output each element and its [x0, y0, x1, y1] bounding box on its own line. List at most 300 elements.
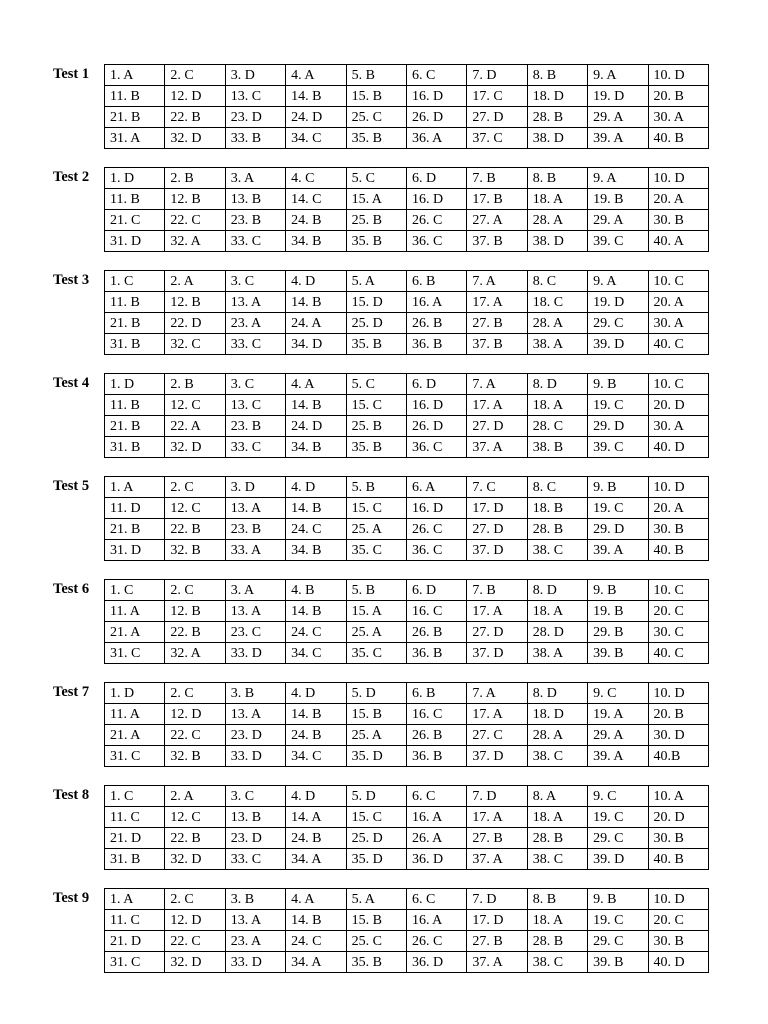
answer-cell: 15. B [346, 86, 406, 107]
answer-cell: 12. D [165, 86, 225, 107]
answer-cell: 39. A [588, 128, 648, 149]
answer-cell: 35. B [346, 437, 406, 458]
answer-cell: 17. D [467, 910, 527, 931]
table-row [105, 952, 709, 973]
answer-cell: 4. B [286, 580, 346, 601]
answer-cell: 29. C [588, 828, 648, 849]
answer-cell: 30. A [648, 313, 708, 334]
table-row [105, 725, 709, 746]
answer-cell: 19. C [588, 498, 648, 519]
answer-cell: 29. C [588, 313, 648, 334]
answer-cell: 14. B [286, 395, 346, 416]
answer-cell: 38. B [527, 437, 587, 458]
answer-cell: 15. A [346, 601, 406, 622]
test-block [0, 270, 768, 360]
table-row [105, 910, 709, 931]
answer-cell: 14. B [286, 498, 346, 519]
answer-cell: 14. B [286, 704, 346, 725]
answer-cell: 35. B [346, 128, 406, 149]
test-block [0, 579, 768, 669]
answer-table [104, 167, 709, 252]
answer-cell: 22. B [165, 622, 225, 643]
answer-cell: 36. B [406, 746, 466, 767]
answer-cell: 33. A [225, 540, 285, 561]
answer-cell: 24. B [286, 210, 346, 231]
answer-cell: 5. B [346, 580, 406, 601]
answer-cell: 36. A [406, 128, 466, 149]
answer-cell: 34. A [286, 849, 346, 870]
answer-table [104, 579, 709, 664]
answer-cell: 29. A [588, 107, 648, 128]
answer-cell: 10. D [648, 65, 708, 86]
answer-cell: 21. B [105, 107, 165, 128]
answer-cell: 5. A [346, 271, 406, 292]
answer-cell: 34. B [286, 437, 346, 458]
table-row [105, 849, 709, 870]
answer-cell: 7. D [467, 65, 527, 86]
answer-cell: 5. C [346, 374, 406, 395]
answer-cell: 26. A [406, 828, 466, 849]
answer-cell: 24. D [286, 416, 346, 437]
table-row [105, 889, 709, 910]
answer-cell: 2. C [165, 683, 225, 704]
answer-table [104, 476, 709, 561]
answer-cell: 12. B [165, 601, 225, 622]
answer-cell: 17. A [467, 601, 527, 622]
answer-cell: 34. C [286, 643, 346, 664]
answer-cell: 7. C [467, 477, 527, 498]
answer-cell: 10. C [648, 271, 708, 292]
answer-cell: 1. A [105, 65, 165, 86]
answer-cell: 15. C [346, 498, 406, 519]
answer-cell: 37. A [467, 952, 527, 973]
answer-cell: 3. A [225, 168, 285, 189]
answer-cell: 18. B [527, 498, 587, 519]
answer-cell: 3. C [225, 374, 285, 395]
answer-cell: 1. C [105, 580, 165, 601]
answer-cell: 17. A [467, 807, 527, 828]
answer-cell: 37. B [467, 231, 527, 252]
answer-cell: 8. B [527, 65, 587, 86]
answer-cell: 3. C [225, 271, 285, 292]
answer-cell: 22. C [165, 210, 225, 231]
answer-cell: 29. A [588, 210, 648, 231]
answer-cell: 10. D [648, 168, 708, 189]
answer-cell: 20. D [648, 807, 708, 828]
answer-cell: 26. C [406, 931, 466, 952]
answer-cell: 31. A [105, 128, 165, 149]
answer-cell: 4. D [286, 786, 346, 807]
answer-cell: 29. D [588, 416, 648, 437]
answer-cell: 40. D [648, 952, 708, 973]
answer-cell: 31. B [105, 849, 165, 870]
answer-cell: 11. D [105, 498, 165, 519]
answer-cell: 6. B [406, 683, 466, 704]
answer-cell: 25. C [346, 107, 406, 128]
test-block [0, 888, 768, 978]
answer-cell: 14. B [286, 601, 346, 622]
answer-cell: 8. C [527, 477, 587, 498]
answer-cell: 8. A [527, 786, 587, 807]
answer-cell: 1. C [105, 786, 165, 807]
answer-cell: 28. B [527, 931, 587, 952]
answer-cell: 27. D [467, 622, 527, 643]
answer-cell: 29. B [588, 622, 648, 643]
answer-cell: 8. B [527, 889, 587, 910]
answer-cell: 35. B [346, 334, 406, 355]
answer-cell: 16. D [406, 86, 466, 107]
answer-cell: 20. A [648, 498, 708, 519]
answer-cell: 25. A [346, 622, 406, 643]
answer-table [104, 64, 709, 149]
answer-cell: 7. A [467, 271, 527, 292]
answer-cell: 7. D [467, 889, 527, 910]
answer-cell: 25. B [346, 416, 406, 437]
answer-cell: 16. A [406, 807, 466, 828]
answer-cell: 29. A [588, 725, 648, 746]
answer-cell: 2. B [165, 168, 225, 189]
answer-cell: 4. A [286, 65, 346, 86]
table-row [105, 313, 709, 334]
table-row [105, 540, 709, 561]
answer-cell: 37. D [467, 540, 527, 561]
answer-cell: 16. A [406, 292, 466, 313]
answer-cell: 34. A [286, 952, 346, 973]
answer-cell: 21. C [105, 210, 165, 231]
table-row [105, 622, 709, 643]
answer-cell: 37. C [467, 128, 527, 149]
answer-cell: 13. A [225, 601, 285, 622]
answer-cell: 11. C [105, 807, 165, 828]
answer-cell: 13. C [225, 86, 285, 107]
answer-cell: 3. B [225, 889, 285, 910]
answer-cell: 39. A [588, 540, 648, 561]
answer-cell: 33. C [225, 437, 285, 458]
answer-cell: 39. B [588, 643, 648, 664]
answer-cell: 5. A [346, 889, 406, 910]
answer-cell: 18. A [527, 189, 587, 210]
answer-cell: 19. D [588, 292, 648, 313]
table-row [105, 746, 709, 767]
answer-cell: 6. B [406, 271, 466, 292]
answer-cell: 32. D [165, 437, 225, 458]
answer-cell: 23. D [225, 725, 285, 746]
answer-cell: 30. B [648, 210, 708, 231]
answer-cell: 5. D [346, 683, 406, 704]
answer-cell: 1. D [105, 374, 165, 395]
answer-cell: 8. D [527, 580, 587, 601]
answer-cell: 6. C [406, 65, 466, 86]
answer-cell: 35. D [346, 849, 406, 870]
answer-cell: 28. A [527, 313, 587, 334]
answer-cell: 3. B [225, 683, 285, 704]
answer-cell: 19. D [588, 86, 648, 107]
answer-cell: 32. D [165, 952, 225, 973]
answer-cell: 2. C [165, 580, 225, 601]
test-label: Test 4 [53, 375, 90, 391]
table-row [105, 931, 709, 952]
answer-cell: 31. B [105, 437, 165, 458]
answer-cell: 15. A [346, 189, 406, 210]
answer-cell: 2. C [165, 889, 225, 910]
table-row [105, 86, 709, 107]
answer-cell: 37. D [467, 643, 527, 664]
answer-cell: 23. A [225, 931, 285, 952]
answer-cell: 20. A [648, 189, 708, 210]
answer-cell: 9. B [588, 374, 648, 395]
answer-cell: 18. A [527, 601, 587, 622]
answer-cell: 17. A [467, 704, 527, 725]
answer-cell: 38. D [527, 231, 587, 252]
answer-cell: 15. B [346, 704, 406, 725]
test-label: Test 1 [53, 66, 90, 82]
table-row [105, 437, 709, 458]
answer-cell: 18. A [527, 910, 587, 931]
answer-cell: 31. C [105, 643, 165, 664]
answer-cell: 37. B [467, 334, 527, 355]
answer-cell: 4. D [286, 683, 346, 704]
answer-cell: 3. D [225, 477, 285, 498]
answer-cell: 16. D [406, 189, 466, 210]
table-row [105, 210, 709, 231]
answer-cell: 34. B [286, 540, 346, 561]
answer-cell: 12. C [165, 395, 225, 416]
answer-cell: 26. D [406, 107, 466, 128]
answer-cell: 13. C [225, 395, 285, 416]
answer-cell: 36. C [406, 231, 466, 252]
answer-cell: 32. D [165, 849, 225, 870]
answer-cell: 9. C [588, 786, 648, 807]
answer-cell: 24. B [286, 725, 346, 746]
answer-cell: 38. A [527, 643, 587, 664]
answer-cell: 24. C [286, 519, 346, 540]
answer-cell: 36. C [406, 437, 466, 458]
answer-cell: 36. B [406, 643, 466, 664]
answer-cell: 5. D [346, 786, 406, 807]
table-row [105, 704, 709, 725]
answer-cell: 30. D [648, 725, 708, 746]
answer-cell: 29. C [588, 931, 648, 952]
answer-cell: 20. C [648, 910, 708, 931]
answer-cell: 20. B [648, 86, 708, 107]
answer-cell: 17. D [467, 498, 527, 519]
answer-cell: 27. B [467, 828, 527, 849]
answer-cell: 16. C [406, 704, 466, 725]
answer-cell: 30. A [648, 416, 708, 437]
answer-cell: 22. B [165, 107, 225, 128]
table-row [105, 168, 709, 189]
answer-cell: 30. B [648, 519, 708, 540]
answer-cell: 39. B [588, 952, 648, 973]
test-label: Test 9 [53, 890, 90, 906]
answer-cell: 20. C [648, 601, 708, 622]
answer-cell: 5. B [346, 477, 406, 498]
answer-cell: 21. B [105, 519, 165, 540]
answer-cell: 35. B [346, 952, 406, 973]
answer-cell: 8. C [527, 271, 587, 292]
answer-cell: 6. A [406, 477, 466, 498]
answer-table [104, 682, 709, 767]
table-row [105, 601, 709, 622]
table-row [105, 128, 709, 149]
answer-cell: 35. B [346, 231, 406, 252]
table-row [105, 519, 709, 540]
answer-cell: 40. B [648, 128, 708, 149]
answer-cell: 24. D [286, 107, 346, 128]
answer-cell: 20. B [648, 704, 708, 725]
table-row [105, 786, 709, 807]
answer-cell: 14. A [286, 807, 346, 828]
answer-cell: 6. D [406, 168, 466, 189]
table-row [105, 271, 709, 292]
answer-cell: 2. A [165, 786, 225, 807]
answer-cell: 28. A [527, 210, 587, 231]
answer-cell: 14. B [286, 292, 346, 313]
answer-cell: 9. A [588, 271, 648, 292]
answer-cell: 38. C [527, 540, 587, 561]
answer-table [104, 888, 709, 973]
answer-cell: 22. B [165, 519, 225, 540]
answer-cell: 2. C [165, 65, 225, 86]
answer-cell: 34. C [286, 746, 346, 767]
answer-cell: 9. B [588, 477, 648, 498]
answer-cell: 28. B [527, 107, 587, 128]
test-label: Test 2 [53, 169, 90, 185]
table-row [105, 395, 709, 416]
answer-cell: 25. B [346, 210, 406, 231]
answer-cell: 7. B [467, 168, 527, 189]
answer-cell: 33. C [225, 849, 285, 870]
answer-cell: 17. A [467, 292, 527, 313]
test-block [0, 167, 768, 257]
answer-cell: 4. D [286, 477, 346, 498]
answer-cell: 28. C [527, 416, 587, 437]
table-row [105, 498, 709, 519]
answer-cell: 21. B [105, 416, 165, 437]
answer-cell: 34. D [286, 334, 346, 355]
answer-cell: 7. A [467, 374, 527, 395]
answer-cell: 18. D [527, 704, 587, 725]
answer-cell: 36. D [406, 952, 466, 973]
answer-cell: 22. C [165, 931, 225, 952]
answer-cell: 13. A [225, 498, 285, 519]
answer-cell: 12. D [165, 704, 225, 725]
test-block [0, 64, 768, 154]
answer-cell: 23. B [225, 416, 285, 437]
answer-cell: 1. A [105, 477, 165, 498]
test-label: Test 5 [53, 478, 90, 494]
answer-cell: 13. A [225, 292, 285, 313]
answer-cell: 40. C [648, 643, 708, 664]
answer-cell: 10. C [648, 374, 708, 395]
answer-cell: 13. A [225, 704, 285, 725]
answer-cell: 21. D [105, 828, 165, 849]
answer-cell: 27. B [467, 313, 527, 334]
answer-cell: 4. A [286, 889, 346, 910]
answer-cell: 10. D [648, 477, 708, 498]
answer-cell: 11. A [105, 601, 165, 622]
answer-cell: 15. C [346, 395, 406, 416]
answer-cell: 19. B [588, 601, 648, 622]
answer-cell: 11. A [105, 704, 165, 725]
answer-cell: 7. A [467, 683, 527, 704]
answer-cell: 40. B [648, 849, 708, 870]
answer-cell: 31. D [105, 231, 165, 252]
answer-cell: 23. B [225, 519, 285, 540]
answer-cell: 26. C [406, 519, 466, 540]
answer-cell: 15. B [346, 910, 406, 931]
answer-cell: 30. A [648, 107, 708, 128]
answer-cell: 7. D [467, 786, 527, 807]
answer-cell: 21. D [105, 931, 165, 952]
answer-cell: 4. A [286, 374, 346, 395]
answer-cell: 17. A [467, 395, 527, 416]
answer-cell: 16. A [406, 910, 466, 931]
answer-cell: 28. B [527, 519, 587, 540]
answer-cell: 33. C [225, 334, 285, 355]
answer-cell: 11. B [105, 395, 165, 416]
answer-cell: 33. D [225, 952, 285, 973]
answer-cell: 23. D [225, 107, 285, 128]
answer-cell: 24. B [286, 828, 346, 849]
table-row [105, 374, 709, 395]
answer-cell: 24. A [286, 313, 346, 334]
test-label: Test 7 [53, 684, 90, 700]
answer-cell: 13. B [225, 189, 285, 210]
answer-cell: 12. C [165, 807, 225, 828]
answer-cell: 28. A [527, 725, 587, 746]
answer-cell: 31. C [105, 952, 165, 973]
answer-cell: 38. C [527, 849, 587, 870]
answer-cell: 39. D [588, 849, 648, 870]
answer-cell: 21. A [105, 725, 165, 746]
answer-table [104, 270, 709, 355]
answer-cell: 30. B [648, 931, 708, 952]
answer-cell: 24. C [286, 622, 346, 643]
answer-cell: 32. D [165, 128, 225, 149]
answer-cell: 16. C [406, 601, 466, 622]
answer-cell: 2. A [165, 271, 225, 292]
answer-cell: 8. D [527, 683, 587, 704]
answer-cell: 3. D [225, 65, 285, 86]
test-label: Test 6 [53, 581, 90, 597]
answer-cell: 26. C [406, 210, 466, 231]
answer-cell: 20. D [648, 395, 708, 416]
answer-cell: 22. C [165, 725, 225, 746]
answer-cell: 27. A [467, 210, 527, 231]
answer-cell: 19. B [588, 189, 648, 210]
answer-cell: 18. D [527, 86, 587, 107]
answer-cell: 19. C [588, 910, 648, 931]
answer-cell: 12. B [165, 189, 225, 210]
answer-cell: 16. D [406, 395, 466, 416]
answer-cell: 32. B [165, 746, 225, 767]
answer-cell: 33. B [225, 128, 285, 149]
answer-cell: 23. A [225, 313, 285, 334]
answer-cell: 6. D [406, 580, 466, 601]
answer-cell: 28. B [527, 828, 587, 849]
test-block [0, 785, 768, 875]
answer-cell: 37. D [467, 746, 527, 767]
test-block [0, 682, 768, 772]
answer-cell: 2. C [165, 477, 225, 498]
answer-cell: 31. D [105, 540, 165, 561]
answer-cell: 9. B [588, 580, 648, 601]
answer-cell: 5. C [346, 168, 406, 189]
answer-cell: 26. D [406, 416, 466, 437]
answer-cell: 17. C [467, 86, 527, 107]
answer-cell: 12. D [165, 910, 225, 931]
